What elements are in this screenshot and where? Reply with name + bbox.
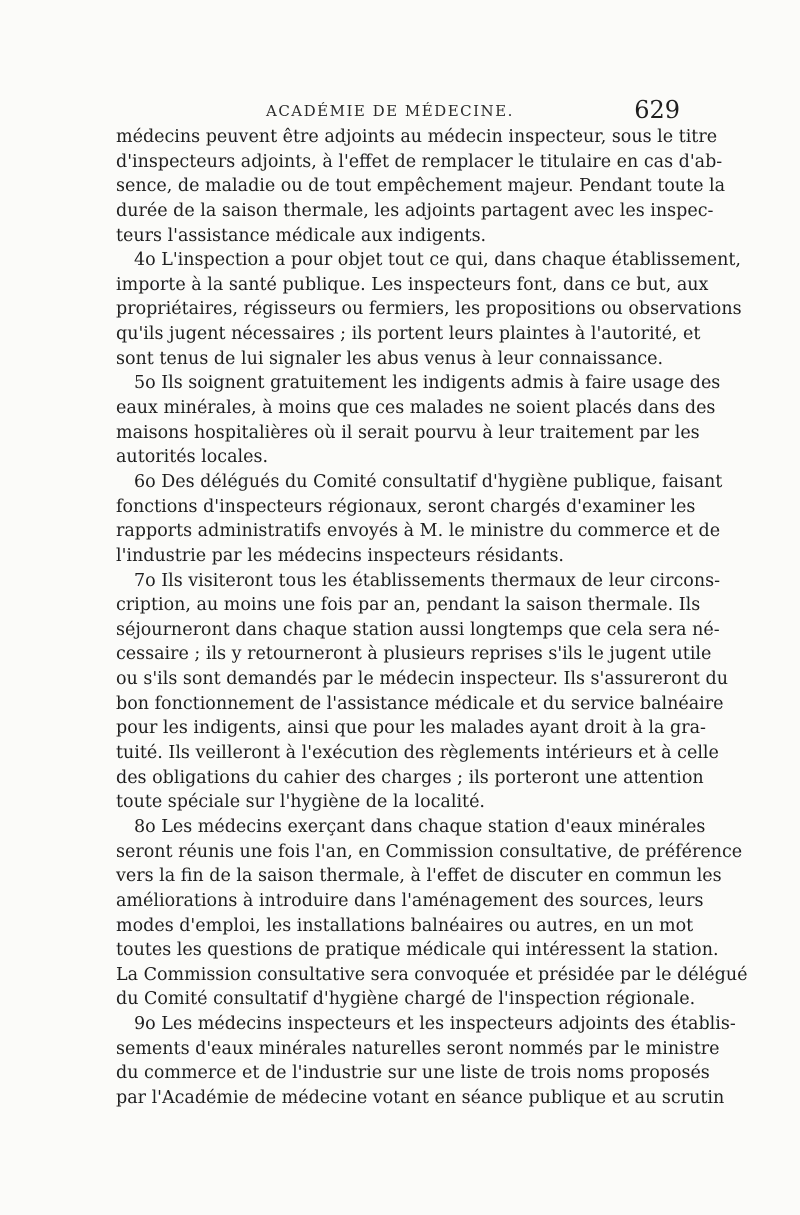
text-line: 5o Ils soignent gratuitement les indigents admis à faire usage des (134, 373, 721, 394)
text-line: pour les indigents, ainsi que pour les malades ayant droit à la gra- (116, 718, 706, 739)
text-line: 9o Les médecins inspecteurs et les inspecteurs adjoints des établis- (134, 1014, 736, 1035)
text-line: des obligations du cahier des charges ; ils porteront une attention (116, 767, 704, 788)
text-line: vers la fin de la saison thermale, à l'effet de discuter en commun les (116, 866, 722, 887)
page-number: 629 (634, 96, 680, 124)
text-line: l'industrie par les médecins inspecteurs résidants. (116, 545, 564, 566)
text-line: du Comité consultatif d'hygiène chargé de l'inspection régionale. (116, 989, 696, 1010)
text-line: 6o Des délégués du Comité consultatif d'hygiène publique, faisant (134, 471, 723, 492)
text-line: 7o Ils visiteront tous les établissements thermaux de leur circons- (134, 570, 721, 591)
text-line: teurs l'assistance médicale aux indigents. (116, 225, 487, 246)
text-line: importe à la santé publique. Les inspecteurs font, dans ce but, aux (116, 274, 709, 295)
body-text (116, 125, 748, 1111)
text-line: rapports administratifs envoyés à M. le ministre du commerce et de (116, 521, 721, 542)
text-line: du commerce et de l'industrie sur une liste de trois noms proposés (116, 1063, 710, 1084)
running-head: ACADÉMIE DE MÉDECINE. (266, 102, 514, 120)
text-line: séjourneront dans chaque station aussi longtemps que cela sera né- (116, 619, 720, 640)
text-line: maisons hospitalières où il serait pourvu à leur traitement par les (116, 422, 700, 443)
text-line: autorités locales. (116, 447, 269, 468)
text-line: La Commission consultative sera convoquée et présidée par le délégué (116, 964, 748, 985)
text-line: toute spéciale sur l'hygiène de la localité. (116, 792, 485, 813)
page-bottom-margin (0, 1140, 800, 1215)
text-line: 8o Les médecins exerçant dans chaque station d'eaux minérales (134, 816, 706, 837)
text-line: 4o L'inspection a pour objet tout ce qui, dans chaque établissement, (134, 250, 741, 271)
text-line: ou s'ils sont demandés par le médecin inspecteur. Ils s'assureront du (116, 669, 728, 690)
text-line: bon fonctionnement de l'assistance médicale et du service balnéaire (116, 693, 724, 714)
text-line: sements d'eaux minérales naturelles seront nommés par le ministre (116, 1038, 720, 1059)
text-line: propriétaires, régisseurs ou fermiers, les propositions ou observations (116, 299, 742, 320)
text-line: cessaire ; ils y retourneront à plusieurs reprises s'ils le jugent utile (116, 644, 712, 665)
text-line: d'inspecteurs adjoints, à l'effet de remplacer le titulaire en cas d'ab- (116, 151, 723, 172)
page-header (116, 96, 680, 124)
text-line: durée de la saison thermale, les adjoints partagent avec les inspec- (116, 200, 714, 221)
text-line: modes d'emploi, les installations balnéaires ou autres, en un mot (116, 915, 694, 936)
text-line: eaux minérales, à moins que ces malades ne soient placés dans des (116, 398, 716, 419)
text-line: seront réunis une fois l'an, en Commission consultative, de préférence (116, 841, 743, 862)
text-line: sont tenus de lui signaler les abus venus à leur connaissance. (116, 348, 664, 369)
text-line: fonctions d'inspecteurs régionaux, seront chargés d'examiner les (116, 496, 696, 517)
text-line: sence, de maladie ou de tout empêchement majeur. Pendant toute la (116, 176, 726, 197)
text-line: améliorations à introduire dans l'aménagement des sources, leurs (116, 890, 704, 911)
text-line: toutes les questions de pratique médicale qui intéressent la station. (116, 940, 719, 961)
text-line: tuité. Ils veilleront à l'exécution des règlements intérieurs et à celle (116, 743, 719, 764)
text-line: cription, au moins une fois par an, pendant la saison thermale. Ils (116, 595, 701, 616)
text-line: par l'Académie de médecine votant en séance publique et au scrutin (116, 1087, 725, 1108)
text-line: qu'ils jugent nécessaires ; ils portent leurs plaintes à l'autorité, et (116, 324, 701, 345)
text-line: médecins peuvent être adjoints au médecin inspecteur, sous le titre (116, 127, 718, 147)
